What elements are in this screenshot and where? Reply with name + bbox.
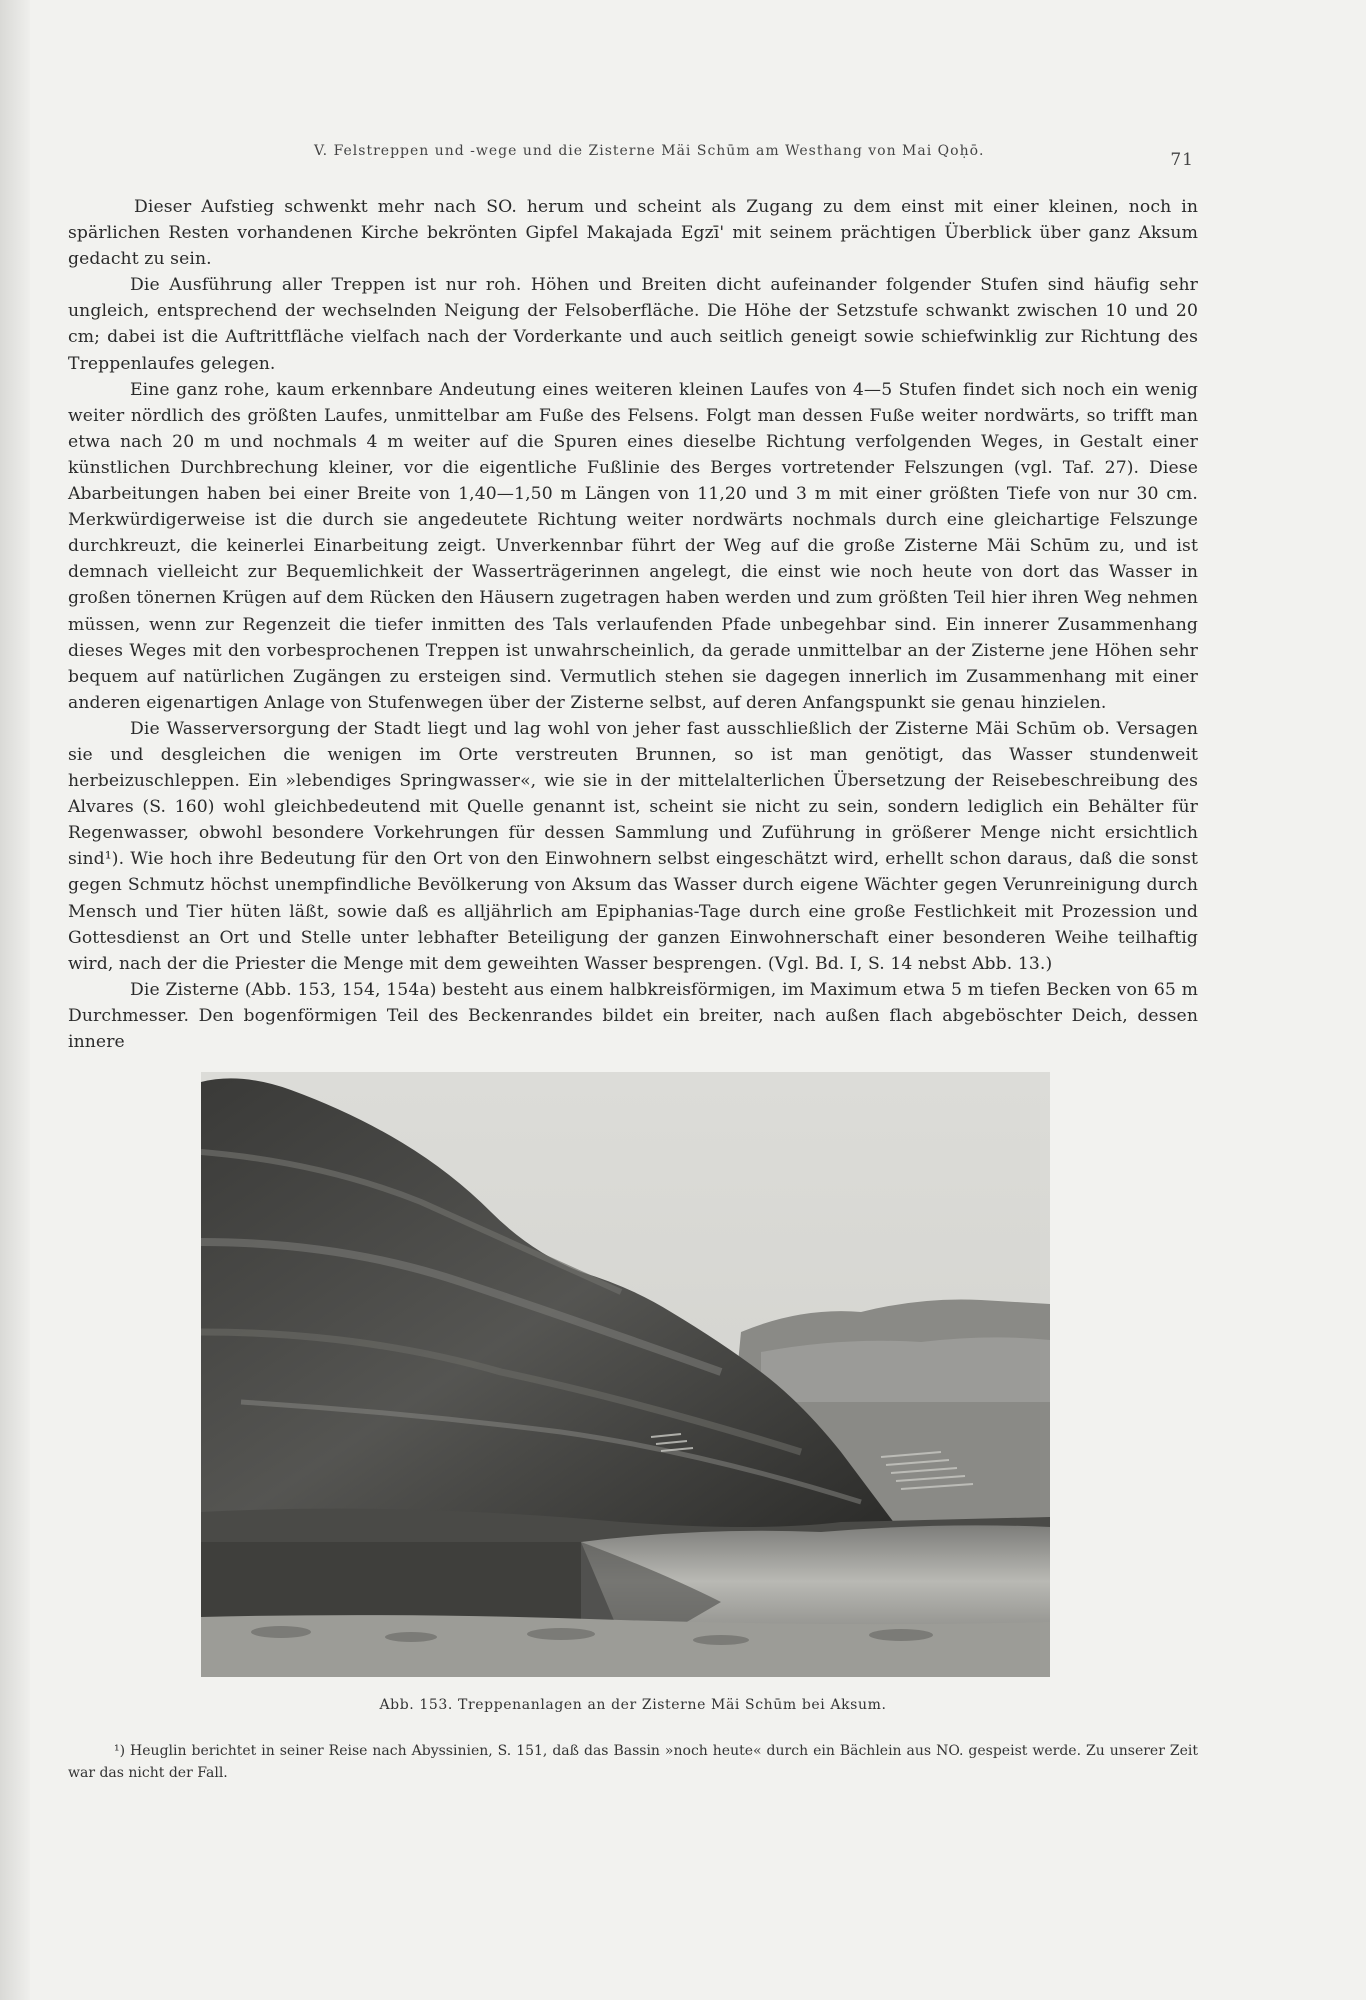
paragraph: Dieser Aufstieg schwenkt mehr nach SO. herum und scheint als Zugang zu dem einst mit einer kleinen, noch in spärlichen Resten vorhandenen Kirche bekrönten Gipfel Makajada Egzī' mit seinem prächtigen Überblick über ganz Aksum gedacht zu sein. bbox=[68, 197, 1198, 270]
cistern-photo bbox=[201, 1072, 1050, 1677]
book-spine-shadow bbox=[0, 0, 30, 2000]
paragraph: Die Wasserversorgung der Stadt liegt und lag wohl von jeher fast ausschließlich der Zisterne Mäi Schūm ob. Versagen sie und desgleichen die wenigen im Orte verstreuten Brunnen, so ist man genötigt, das Wasser stundenweit herbeizuschleppen. Ein »lebendiges Springwasser«, wie sie in der mittelalterlichen Übersetzung der Reisebeschreibung des Alvares (S. 160) wohl gleichbedeutend mit Quelle genannt ist, scheint sie nicht zu sein, sondern lediglich ein Behälter für Regenwasser, obwohl besondere Vorkehrungen für dessen Sammlung und Zuführung in größerer Menge nicht ersichtlich sind¹). Wie hoch ihre Bedeutung für den Ort von den Einwohnern selbst eingeschätzt wird, erhellt schon daraus, daß die sonst gegen Schmutz höchst unempfindliche Bevölkerung von Aksum das Wasser durch eigene Wächter gegen Verunreinigung durch Mensch und Tier hüten läßt, sowie daß es alljährlich am Epiphanias-Tage durch eine große Festlichkeit mit Prozession und Gottesdienst an Ort und Stelle unter lebhafter Beteiligung der ganzen Einwohnerschaft einer besonderen Weihe teilhaftig wird, nach der die Priester die Menge mit dem geweihten Wasser besprengen. (Vgl. Bd. I, S. 14 nebst Abb. 13.) bbox=[68, 718, 1198, 974]
footnote bbox=[68, 1740, 1198, 1784]
page-number: 71 bbox=[1170, 150, 1194, 170]
paragraph: Eine ganz rohe, kaum erkennbare Andeutung eines weiteren kleinen Laufes von 4—5 Stufen findet sich noch ein wenig weiter nördlich des größten Laufes, unmittelbar am Fuße des Felsens. Folgt man dessen Fuße weiter nordwärts, so trifft man etwa nach 20 m und nochmals 4 m weiter auf die Spuren eines dieselbe Richtung verfolgenden Weges, in Gestalt einer künstlichen Durchbrechung kleiner, vor die eigentliche Fußlinie des Berges vortretender Felszungen (vgl. Taf. 27). Diese Abarbeitungen haben bei einer Breite von 1,40—1,50 m Längen von 11,20 und 3 m mit einer größten Tiefe von nur 30 cm. Merkwürdigerweise ist die durch sie angedeutete Richtung weiter nordwärts nochmals durch eine gleichartige Felszunge durchkreuzt, die keinerlei Einarbeitung zeigt. Unverkennbar führt der Weg auf die große Zisterne Mäi Schūm zu, und ist demnach vielleicht zur Bequemlichkeit der Wasserträgerinnen angelegt, die einst wie noch heute von dort das Wasser in großen tönernen Krügen auf dem Rücken den Häusern zugetragen haben werden und zum größten Teil hier ihren Weg nehmen müssen, wenn zur Regenzeit die tiefer inmitten des Tals verlaufenden Pfade unbegehbar sind. Ein innerer Zusammenhang dieses Weges mit den vorbesprochenen Treppen ist unwahrscheinlich, da gerade unmittelbar an der Zisterne jene Höhen sehr bequem auf natürlichen Zugängen zu ersteigen sind. Vermutlich stehen sie dagegen innerlich im Zusammenhang mit einer anderen eigenartigen Anlage von Stufenwegen über der Zisterne selbst, auf deren Anfangspunkt sie genau hinzielen. bbox=[68, 379, 1198, 713]
footnote-text: ¹) Heuglin berichtet in seiner Reise nach Abyssinien, S. 151, daß das Bassin »noch heute« durch ein Bächlein aus NO. gespeist werde. Zu unserer Zeit war das nicht der Fall. bbox=[68, 1743, 1198, 1781]
figure-caption: Abb. 153. Treppenanlagen an der Zisterne Mäi Schūm bei Aksum. bbox=[379, 1697, 887, 1713]
figure-photograph bbox=[201, 1072, 1050, 1677]
book-page bbox=[68, 0, 1198, 2000]
body-text bbox=[68, 194, 1198, 1055]
paragraph: Die Ausführung aller Treppen ist nur roh. Höhen und Breiten dicht aufeinander folgender Stufen sind häufig sehr ungleich, entsprechend der wechselnden Neigung der Felsoberfläche. Die Höhe der Setzstufe schwankt zwischen 10 und 20 cm; dabei ist die Auftrittfläche vielfach nach der Vorderkante und auch seitlich geneigt sowie schiefwinklig zur Richtung des Treppenlaufes gelegen. bbox=[68, 275, 1198, 374]
paragraph: Die Zisterne (Abb. 153, 154, 154a) besteht aus einem halbkreisförmigen, im Maximum etwa 5 m tiefen Becken von 65 m Durchmesser. Den bogenförmigen Teil des Beckenrandes bildet ein breiter, nach außen flach abgeböschter Deich, dessen innere bbox=[68, 979, 1198, 1052]
running-title: V. Felstreppen und -wege und die Zisterne Mäi Schūm am Westhang von Mai Qoḥō. bbox=[314, 143, 985, 159]
